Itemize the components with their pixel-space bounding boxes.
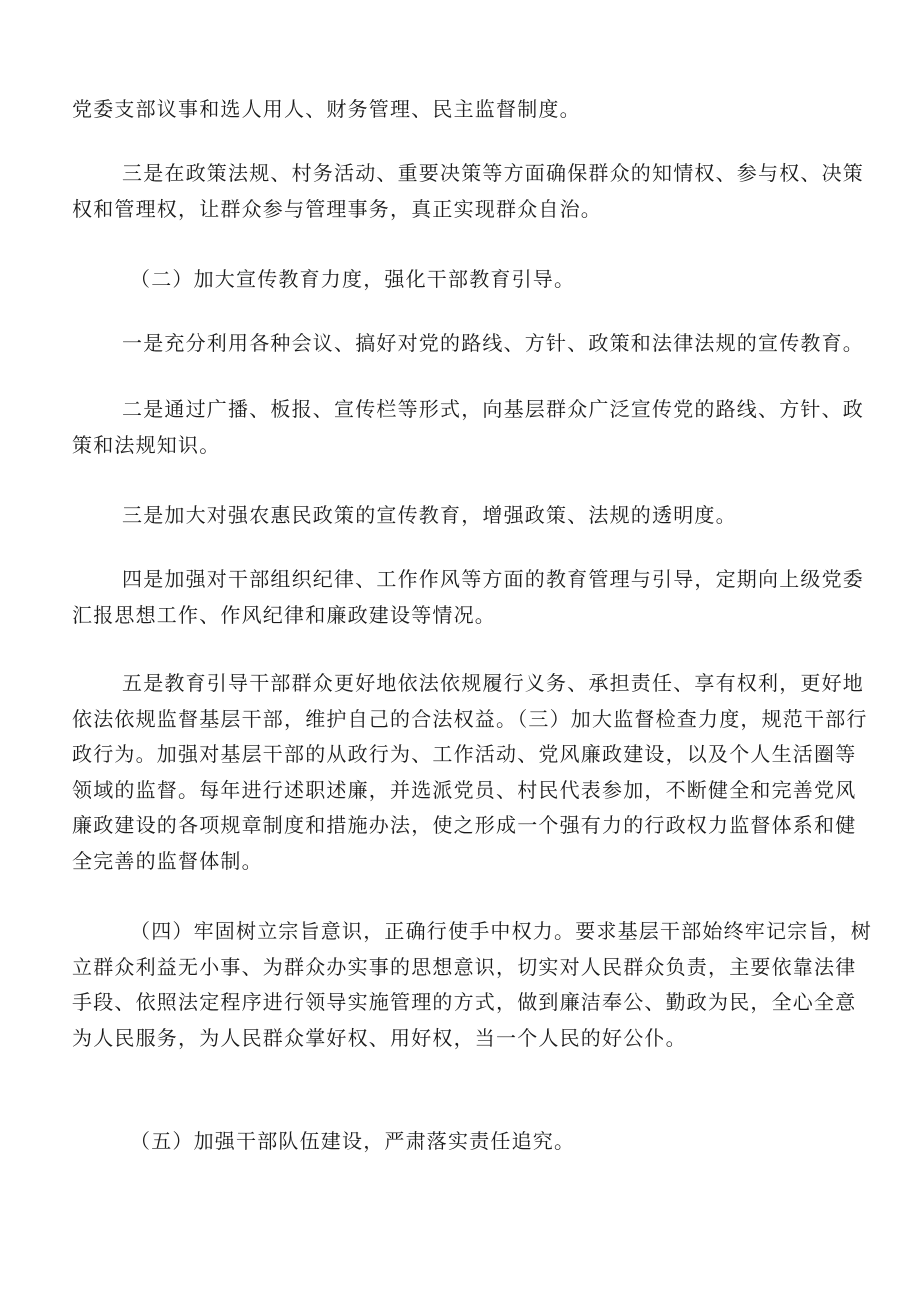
- paragraph-5: 三是加大对强农惠民政策的宣传教育，增强政策、法规的透明度。: [122, 503, 737, 527]
- paragraph-7: 五是教育引导干部群众更好地依法依规履行义务、承担责任、享有权利，更好地依法依规监督基层干部，维护自己的合法权益。（三）加大监督检查力度，规范干部行政行为。加强对基层干部的从政行为、工作活动、党风廉政建设，以及个人生活圈等领域的监督。每年进行述职述廉，并选派党员、村民代表参加，不断健全和完善党风廉政建设的各项规章制度和措施办法，使之形成一个强有力的行政权力监督体系和健全完善的监督体制。: [72, 671, 868, 873]
- paragraph-2: 三是在政策法规、村务活动、重要决策等方面确保群众的知情权、参与权、决策权和管理权，让群众参与管理事务，真正实现群众自治。: [72, 161, 864, 221]
- section-heading-2: （二）加大宣传教育力度，强化干部教育引导。: [130, 267, 576, 291]
- section-heading-4: （四）牢固树立宗旨意识，正确行使手中权力。要求基层干部始终牢记宗旨，树立群众利益无小事、为群众办实事的思想意识，切实对人民群众负责，主要依靠法律手段、依照法定程序进行领导实施管理的方式，做到廉洁奉公、勤政为民，全心全意为人民服务，为人民群众掌好权、用好权，当一个人民的好公仆。: [72, 919, 872, 1050]
- section-heading-5: （五）加强干部队伍建设，严肃落实责任追究。: [130, 1129, 576, 1153]
- paragraph-3: 一是充分利用各种会议、搞好对党的路线、方针、政策和法律法规的宣传教育。: [122, 331, 864, 355]
- paragraph-1: 党委支部议事和选人用人、财务管理、民主监督制度。: [72, 97, 581, 121]
- paragraph-4: 二是通过广播、板报、宣传栏等形式，向基层群众广泛宣传党的路线、方针、政策和法规知识。: [72, 397, 864, 457]
- paragraph-6: 四是加强对干部组织纪律、工作作风等方面的教育管理与引导，定期向上级党委汇报思想工作、作风纪律和廉政建设等情况。: [72, 567, 864, 627]
